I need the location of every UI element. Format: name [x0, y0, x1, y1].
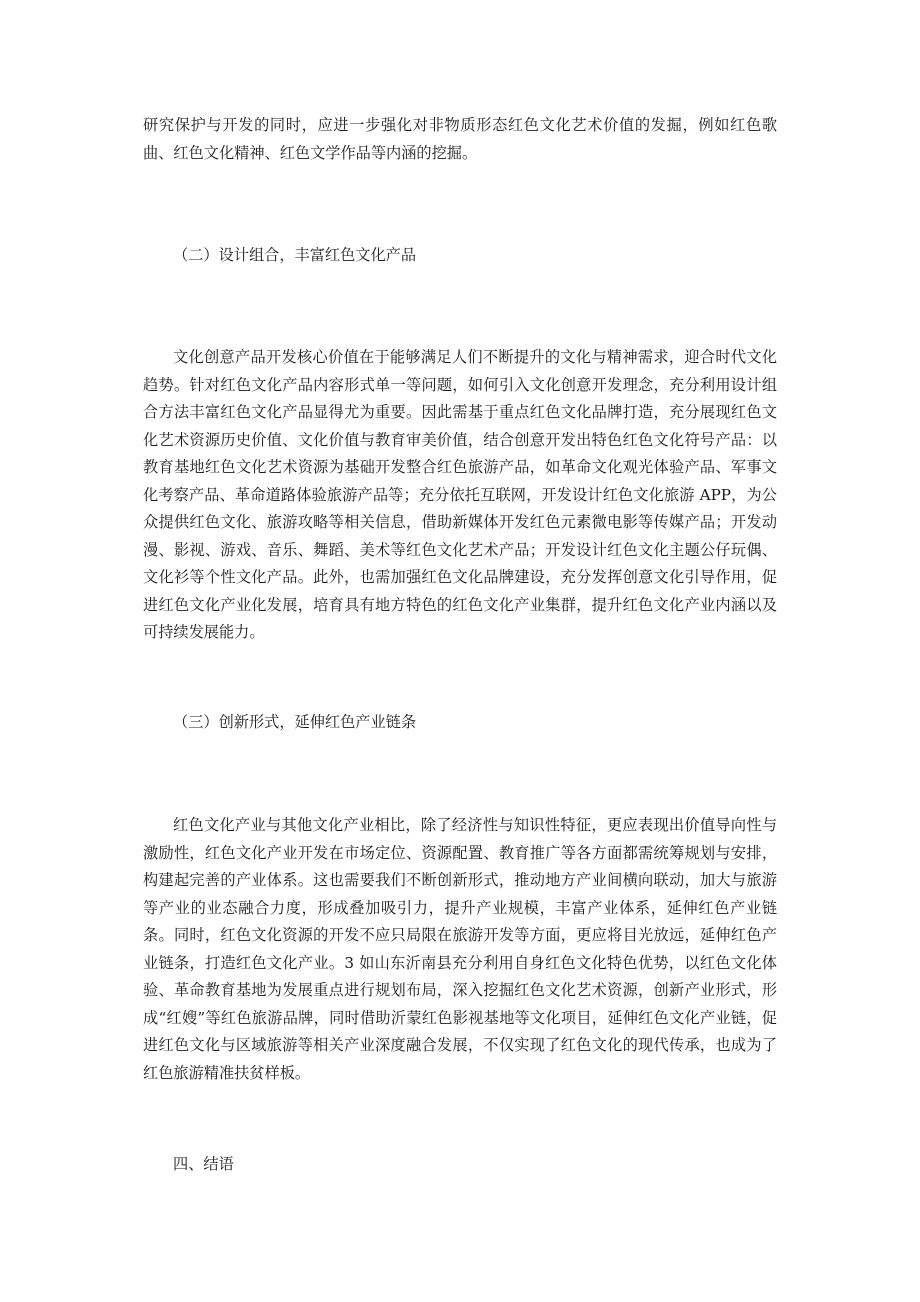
paragraph-industry-chain: 红色文化产业与其他文化产业相比，除了经济性与知识性特征，更应表现出价值导向性与激励性，红色文化产业开发在市场定位、资源配置、教育推广等各方面都需统筹规划与安排，构建起完善的产业体系。这也需要我们不断创新形式，推动地方产业间横向联动，加大与旅游等产业的业态融合力度，形成叠加吸引力，提升产业规模，丰富产业体系，延伸红色产业链条。同时，红色文化资源的开发不应只局限在旅游开发等方面，更应将目光放远，延伸红色产业链条，打造红色文化产业。3 如山东沂南县充分利用自身红色文化特色优势，以红色文化体验、革命教育基地为发展重点进行规划布局，深入挖掘红色文化艺术资源，创新产业形式，形成“红嫂”等红色旅游品牌，同时借助沂蒙红色影视基地等文化项目，延伸红色文化产业链，促进红色文化与区域旅游等相关产业深度融合发展，不仅实现了红色文化的现代传承，也成为了红色旅游精准扶贫样板。 [143, 816, 777, 1082]
paragraph-cultural-products: 文化创意产品开发核心价值在于能够满足人们不断提升的文化与精神需求，迎合时代文化趋势。针对红色文化产品内容形式单一等问题，如何引入文化创意开发理念，充分利用设计组合方法丰富红色文化产品显得尤为重要。因此需基于重点红色文化品牌打造，充分展现红色文化艺术资源历史价值、文化价值与教育审美价值，结合创意开发出特色红色文化符号产品：以教育基地红色文化艺术资源为基础开发整合红色旅游产品，如革命文化观光体验产品、军事文化考察产品、革命道路体验旅游产品等；充分依托互联网，开发设计红色文化旅游 APP，为公众提供红色文化、旅游攻略等相关信息，借助新媒体开发红色元素微电影等传媒产品；开发动漫、影视、游戏、音乐、舞蹈、美术等红色文化艺术产品；开发设计红色文化主题公仔玩偶、文化衫等个性文化产品。此外，也需加强红色文化品牌建设，充分发挥创意文化引导作用，促进红色文化产业化发展，培育具有地方特色的红色文化产业集群，提升红色文化产业内涵以及可持续发展能力。 [143, 348, 777, 641]
section-heading-3: （三）创新形式，延伸红色产业链条 [173, 713, 416, 731]
paragraph-continuation: 研究保护与开发的同时，应进一步强化对非物质形态红色文化艺术价值的发掘，例如红色歌曲、红色文化精神、红色文学作品等内涵的挖掘。 [143, 116, 777, 162]
section-heading-conclusion: 四、结语 [173, 1155, 234, 1173]
section-heading-2: （二）设计组合，丰富红色文化产品 [173, 246, 416, 264]
